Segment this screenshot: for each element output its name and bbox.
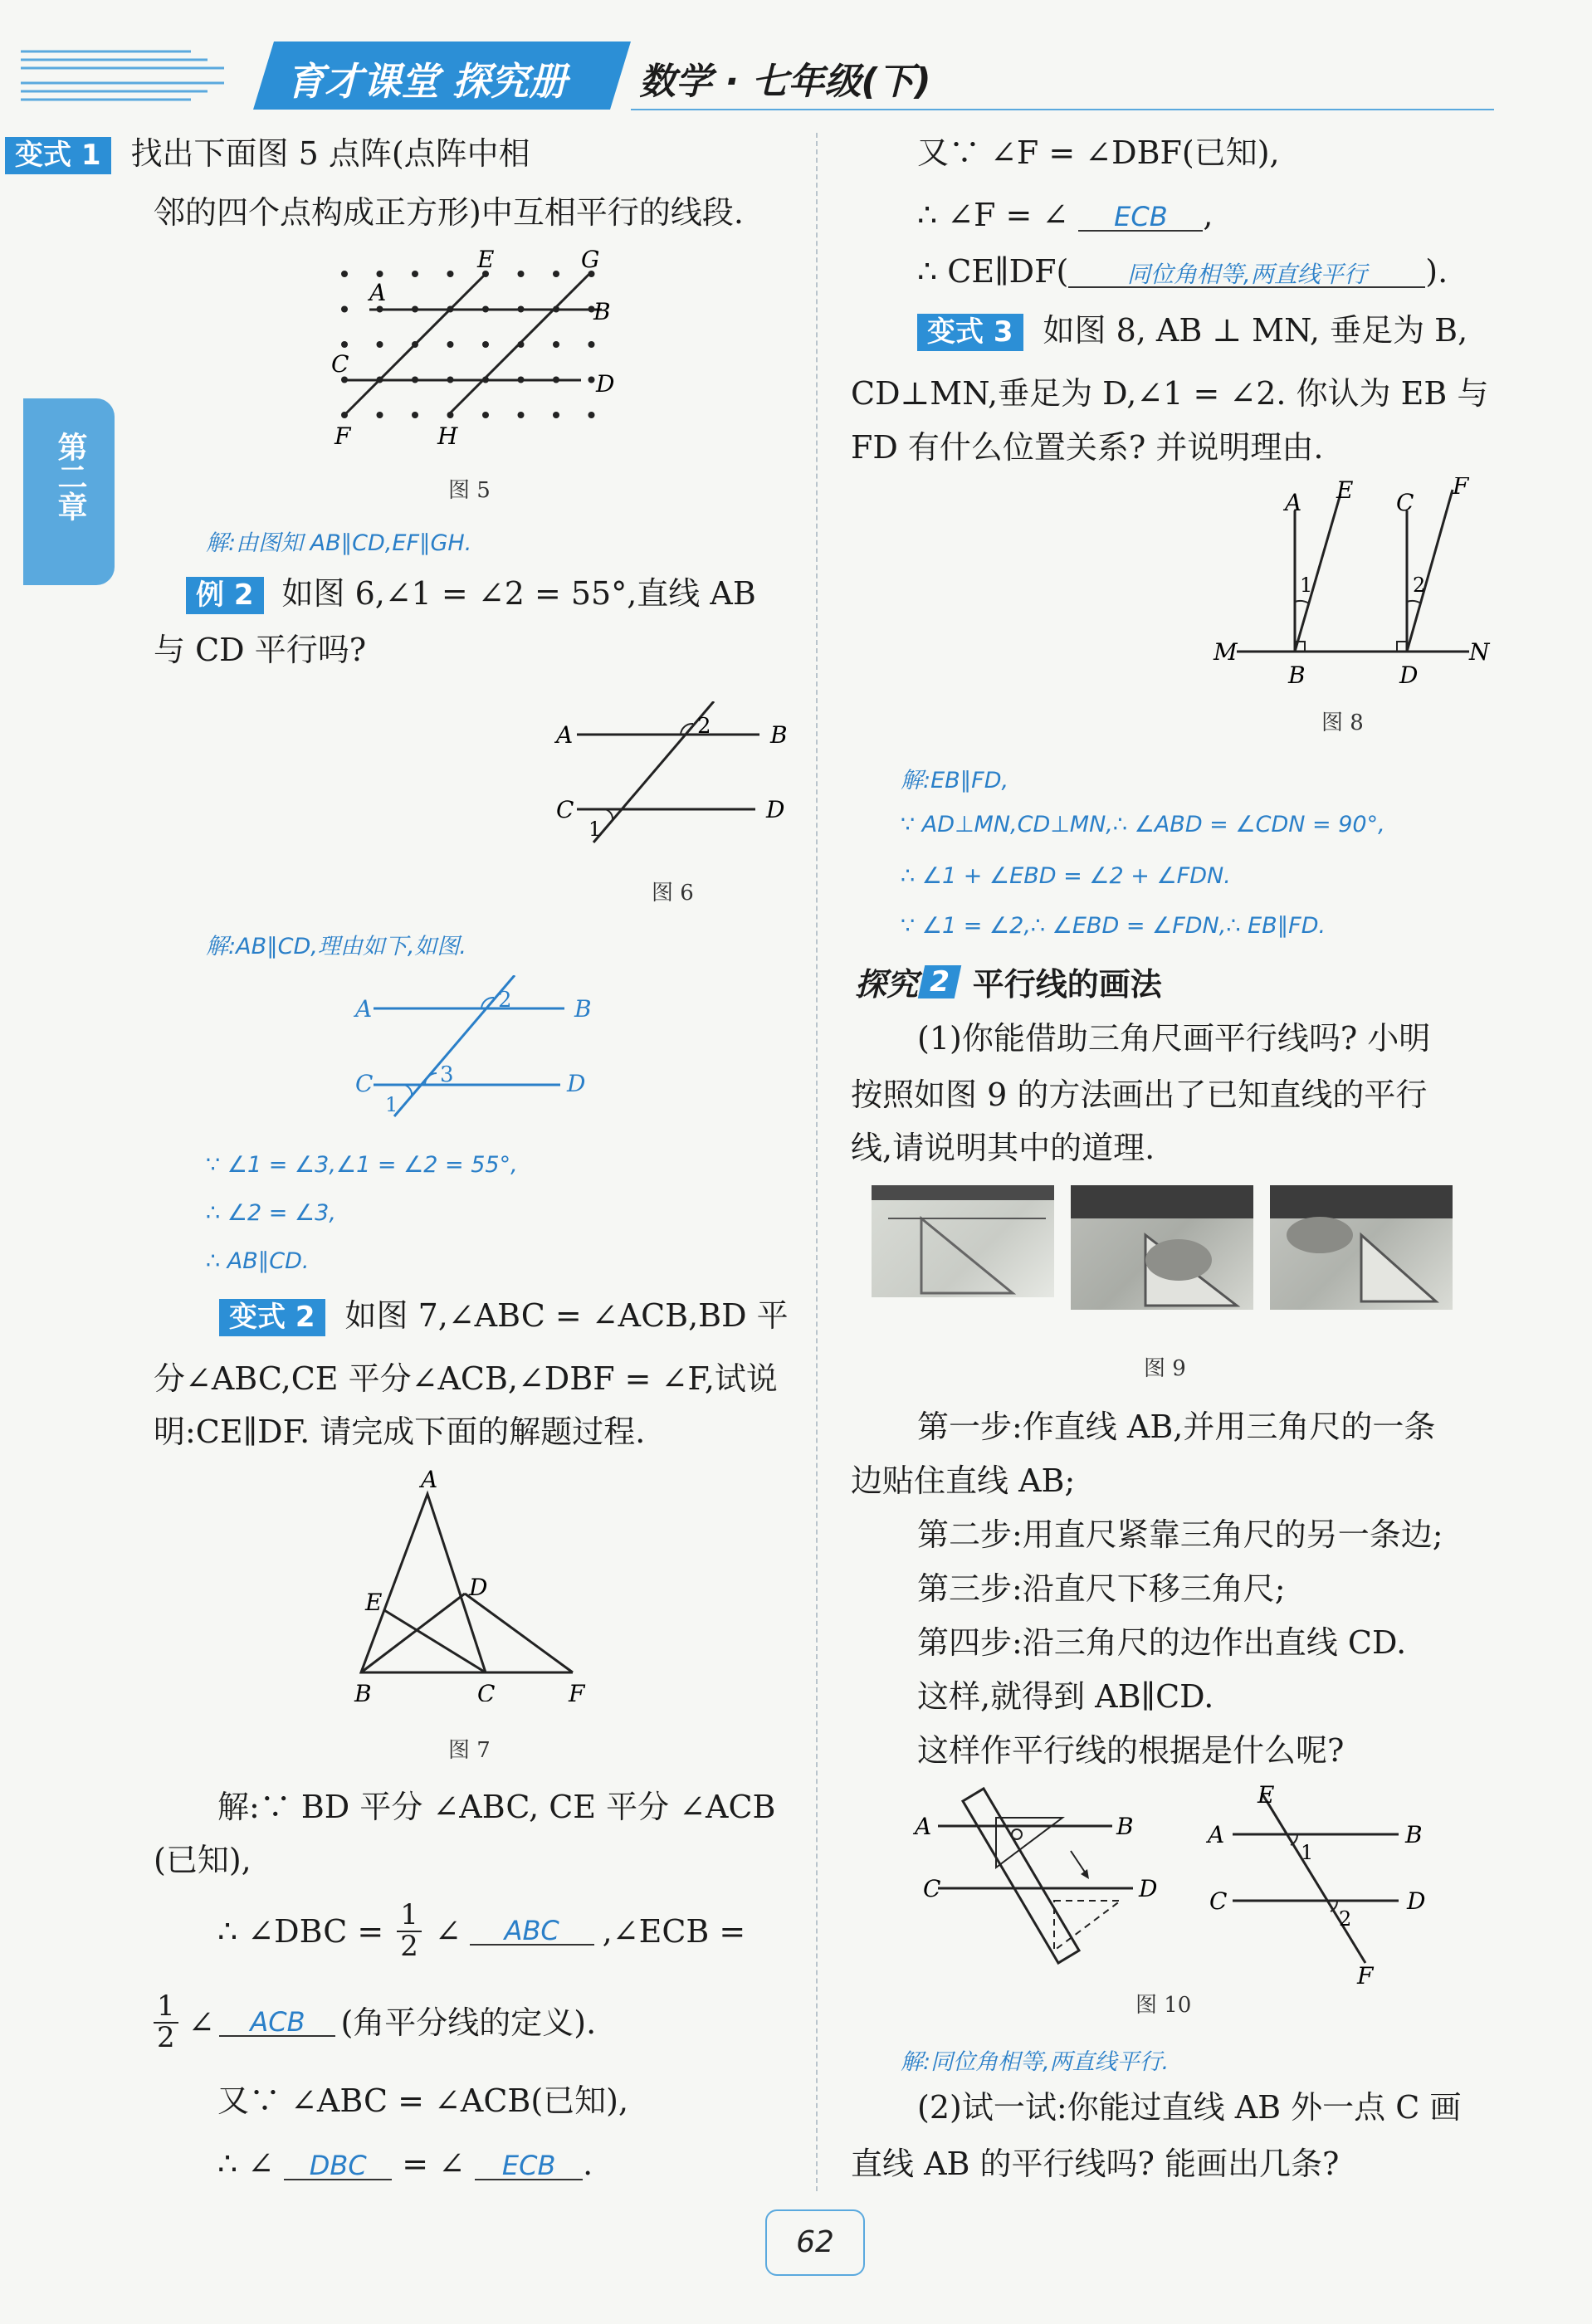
- fig6-label-2: 2: [697, 714, 711, 739]
- explore-title: 平行线的画法: [972, 966, 1162, 1003]
- fig5-label-C: C: [331, 350, 349, 378]
- sol6-post: .: [583, 2146, 593, 2182]
- fig7-label-F: F: [569, 1680, 585, 1702]
- fig8-label-1: 1: [1300, 574, 1313, 597]
- variant1-tag: 变式 1: [5, 137, 111, 174]
- variant2-line2: 分∠ABC,CE 平分∠ACB,∠DBF = ∠F,试说: [154, 1360, 778, 1397]
- part2-line2: 直线 AB 的平行线吗? 能画出几条?: [851, 2146, 1340, 2182]
- r3-post: ).: [1425, 253, 1448, 290]
- fig6-label-A: A: [556, 721, 574, 749]
- lattice-dot: [588, 377, 595, 383]
- figure-5: [320, 249, 652, 465]
- figure-7-caption: 图 7: [448, 1738, 491, 1763]
- step4: 第四步:沿三角尺的边作出直线 CD.: [917, 1624, 1407, 1661]
- explore-number-badge: 2: [918, 965, 961, 998]
- step1-line1: 第一步:作直线 AB,并用三角尺的一条: [917, 1409, 1436, 1445]
- explore2-heading: [855, 959, 1162, 1004]
- fig8-label-D: D: [1399, 662, 1419, 689]
- blank-ecb[interactable]: ECB: [475, 2152, 583, 2180]
- figure-9-photo-2: [1071, 1185, 1253, 1310]
- fig6b-label-2: 2: [498, 988, 512, 1013]
- lattice-dot: [377, 271, 383, 277]
- r2-post: ,: [1203, 197, 1214, 233]
- solution-line3: [217, 1898, 746, 1963]
- fig10a-label-C: C: [923, 1875, 941, 1902]
- example2-text-1: 如图 6,∠1 = ∠2 = 55°,直线 AB: [281, 575, 756, 612]
- fig5-label-D: D: [596, 370, 615, 398]
- fig6b-label-B: B: [574, 995, 592, 1023]
- variant3-answer-4: ∵ ∠1 = ∠2,∴ ∠EBD = ∠FDN,∴ EB∥FD.: [901, 913, 1326, 939]
- lattice-dot: [553, 412, 559, 418]
- variant3-line3: FD 有什么位置关系? 并说明理由.: [851, 429, 1324, 466]
- fig7-label-E: E: [365, 1589, 383, 1616]
- variant1-line1: [15, 135, 530, 174]
- lattice-dot: [553, 271, 559, 277]
- frac1-num: 1: [397, 1901, 422, 1932]
- fraction-half-2: [154, 1992, 178, 2053]
- lattice-dot: [412, 412, 418, 418]
- fig10b-label-A: A: [1208, 1821, 1225, 1848]
- solution-line6: [217, 2148, 593, 2180]
- blank-reason[interactable]: 同位角相等,两直线平行: [1068, 263, 1425, 288]
- fig6b-label-1: 1: [385, 1093, 398, 1116]
- part2-line1: (2)试一试:你能过直线 AB 外一点 C 画: [917, 2089, 1462, 2126]
- solution-line4: [154, 1992, 596, 2053]
- sol6-mid: = ∠: [402, 2146, 466, 2182]
- variant3-line1: [917, 314, 1467, 351]
- header-series: 育才课堂 探究册: [286, 59, 568, 104]
- fig10b-label-C: C: [1209, 1887, 1228, 1915]
- fig5-label-A: A: [369, 279, 387, 306]
- figure-7: [344, 1461, 618, 1702]
- lattice-dot: [377, 341, 383, 348]
- part1-line1: (1)你能借助三角尺画平行线吗? 小明: [917, 1020, 1431, 1057]
- variant3-answer-2: ∵ AD⊥MN,CD⊥MN,∴ ∠ABD = ∠CDN = 90°,: [901, 812, 1385, 837]
- lattice-dot: [377, 412, 383, 418]
- fig5-label-F: F: [335, 422, 351, 450]
- blank-dbc[interactable]: DBC: [284, 2152, 392, 2180]
- result-line: 这样,就得到 AB∥CD.: [917, 1678, 1214, 1715]
- fig8-label-A: A: [1285, 489, 1302, 516]
- r2-pre: ∴ ∠F = ∠: [917, 197, 1069, 233]
- sol6-pre: ∴ ∠: [217, 2146, 275, 2182]
- variant1-line2: 邻的四个点构成正方形)中互相平行的线段.: [154, 194, 744, 231]
- fig6-label-C: C: [556, 796, 574, 823]
- figure-10-caption: 图 10: [1135, 1993, 1192, 2018]
- fig5-label-B: B: [593, 298, 611, 325]
- example2-answer-head: 解:AB∥CD,理由如下,如图.: [206, 934, 466, 959]
- variant3-line2: CD⊥MN,垂足为 D,∠1 = ∠2. 你认为 EB 与: [851, 375, 1489, 412]
- lattice-dot: [447, 341, 454, 348]
- step3: 第三步:沿直尺下移三角尺;: [917, 1570, 1286, 1607]
- variant1-answer: 解:由图知 AB∥CD,EF∥GH.: [206, 530, 472, 556]
- frac1-den: 2: [400, 1929, 418, 1963]
- lattice-dot: [518, 412, 525, 418]
- page-header: [0, 33, 1592, 124]
- right-line2: [917, 199, 1214, 232]
- fig5-label-G: G: [581, 249, 600, 273]
- lattice-dot: [482, 341, 489, 348]
- fig8-label-M: M: [1214, 638, 1238, 666]
- lattice-dot: [588, 412, 595, 418]
- sol3-angle: ∠: [434, 1912, 461, 1950]
- figure-6-answer: [349, 975, 614, 1141]
- lattice-dot: [447, 271, 454, 277]
- variant3-text-1: 如图 8, AB ⊥ MN, 垂足为 B,: [1043, 312, 1468, 349]
- sol4-angle: ∠: [188, 2004, 215, 2041]
- variant1-text-1: 找出下面图 5 点阵(点阵中相: [130, 135, 530, 172]
- fig8-label-E: E: [1336, 477, 1354, 504]
- blank-abc[interactable]: ABC: [470, 1917, 594, 1946]
- fig7-label-C: C: [477, 1680, 496, 1702]
- figure-9-photo-1: [872, 1185, 1054, 1297]
- variant2-line1: [219, 1299, 789, 1336]
- fig6b-label-A: A: [355, 995, 373, 1023]
- page-number: 62: [765, 2209, 865, 2276]
- fig10b-label-E: E: [1257, 1784, 1275, 1809]
- r3-pre: ∴ CE∥DF(: [917, 253, 1069, 290]
- solution-line2: (已知),: [154, 1842, 251, 1878]
- fig5-label-E: E: [477, 249, 495, 273]
- fig7-label-A: A: [421, 1466, 438, 1493]
- chapter-side-tab-label: 第二章: [53, 432, 87, 521]
- sol3-post: ,∠ECB =: [602, 1912, 746, 1950]
- variant3-answer-1: 解:EB∥FD,: [901, 768, 1009, 793]
- solution-line5: 又∵ ∠ABC = ∠ACB(已知),: [217, 2082, 629, 2119]
- variant2-text-1: 如图 7,∠ABC = ∠ACB,BD 平: [344, 1297, 789, 1334]
- example2-answer-2: ∴ ∠2 = ∠3,: [206, 1200, 336, 1226]
- fig6-label-D: D: [766, 796, 785, 823]
- example2-line2: 与 CD 平行吗?: [154, 632, 367, 668]
- fig6b-label-D: D: [567, 1070, 586, 1097]
- fig10b-label-1: 1: [1301, 1841, 1314, 1864]
- fig6-label-1: 1: [588, 818, 602, 841]
- fig8-label-2: 2: [1413, 574, 1426, 597]
- fig7-label-D: D: [469, 1574, 488, 1601]
- blank-acb[interactable]: ACB: [219, 2009, 335, 2037]
- fig6b-label-C: C: [355, 1070, 374, 1097]
- fig10a-label-B: B: [1116, 1813, 1134, 1840]
- figure-10-left: [905, 1784, 1179, 1984]
- header-subject: 数学 · 七年级(下): [639, 61, 931, 103]
- variant3-tag: 变式 3: [917, 314, 1023, 351]
- fig5-label-H: H: [437, 422, 458, 450]
- fraction-half-1: [397, 1898, 422, 1963]
- example2-answer-1: ∵ ∠1 = ∠3,∠1 = ∠2 = 55°,: [206, 1152, 518, 1178]
- figure-10-right: [1199, 1784, 1448, 1984]
- lattice-dot: [341, 341, 348, 348]
- figure-8-caption: 图 8: [1321, 710, 1364, 735]
- solution-line1: 解:∵ BD 平分 ∠ABC, CE 平分 ∠ACB: [217, 1789, 776, 1825]
- fig7-label-B: B: [354, 1680, 372, 1702]
- figure-9-caption: 图 9: [1144, 1356, 1186, 1381]
- blank-ecb-2[interactable]: ECB: [1078, 203, 1203, 232]
- lattice-dot: [341, 306, 348, 313]
- lattice-dot: [518, 271, 525, 277]
- variant3-answer-3: ∴ ∠1 + ∠EBD = ∠2 + ∠FDN.: [901, 863, 1231, 889]
- frac2-den: 2: [157, 2020, 175, 2054]
- fig8-label-C: C: [1396, 489, 1414, 516]
- variant2-line3: 明:CE∥DF. 请完成下面的解题过程.: [154, 1413, 646, 1450]
- fig8-label-B: B: [1288, 662, 1306, 689]
- fig10b-label-F: F: [1357, 1962, 1374, 1984]
- right-line3: [917, 253, 1448, 290]
- column-divider: [816, 133, 818, 2191]
- example2-answer-3: ∴ AB∥CD.: [206, 1248, 310, 1274]
- figure-8: [1195, 477, 1511, 693]
- part1-line3: 线,请说明其中的道理.: [851, 1130, 1155, 1166]
- part1-line2: 按照如图 9 的方法画出了已知直线的平行: [851, 1077, 1428, 1113]
- variant2-tag: 变式 2: [219, 1299, 325, 1336]
- explore-word: 探究: [855, 966, 919, 1003]
- figure-9-photo-3: [1270, 1185, 1453, 1310]
- figure-10-answer: 解:同位角相等,两直线平行.: [901, 2049, 1170, 2075]
- lattice-dot: [412, 271, 418, 277]
- fig10b-label-B: B: [1405, 1821, 1423, 1848]
- fig8-label-N: N: [1469, 638, 1490, 666]
- sol4-post: (角平分线的定义).: [340, 2004, 597, 2041]
- lattice-dot: [588, 341, 595, 348]
- example2-line1: [196, 575, 756, 614]
- question-line: 这样作平行线的根据是什么呢?: [917, 1732, 1345, 1769]
- lattice-dot: [482, 412, 489, 418]
- lattice-dot: [553, 341, 559, 348]
- fig6b-label-3: 3: [440, 1062, 454, 1087]
- fig10b-label-D: D: [1407, 1887, 1426, 1915]
- fig8-label-F: F: [1453, 477, 1469, 500]
- sol3-pre: ∴ ∠DBC =: [217, 1912, 384, 1950]
- fig10a-label-D: D: [1139, 1875, 1158, 1902]
- fig6-label-B: B: [770, 721, 788, 749]
- figure-6: [552, 701, 818, 867]
- step1-line2: 边贴住直线 AB;: [851, 1462, 1076, 1499]
- lattice-dot: [341, 271, 348, 277]
- frac2-num: 1: [154, 1992, 178, 2024]
- figure-6-caption: 图 6: [652, 881, 694, 906]
- fig10a-label-A: A: [915, 1813, 932, 1840]
- step2: 第二步:用直尺紧靠三角尺的另一条边;: [917, 1516, 1443, 1553]
- right-line1: 又∵ ∠F = ∠DBF(已知),: [917, 134, 1280, 171]
- fig10b-label-2: 2: [1339, 1907, 1352, 1931]
- figure-5-caption: 图 5: [448, 478, 491, 503]
- example2-tag: 例 2: [186, 577, 264, 614]
